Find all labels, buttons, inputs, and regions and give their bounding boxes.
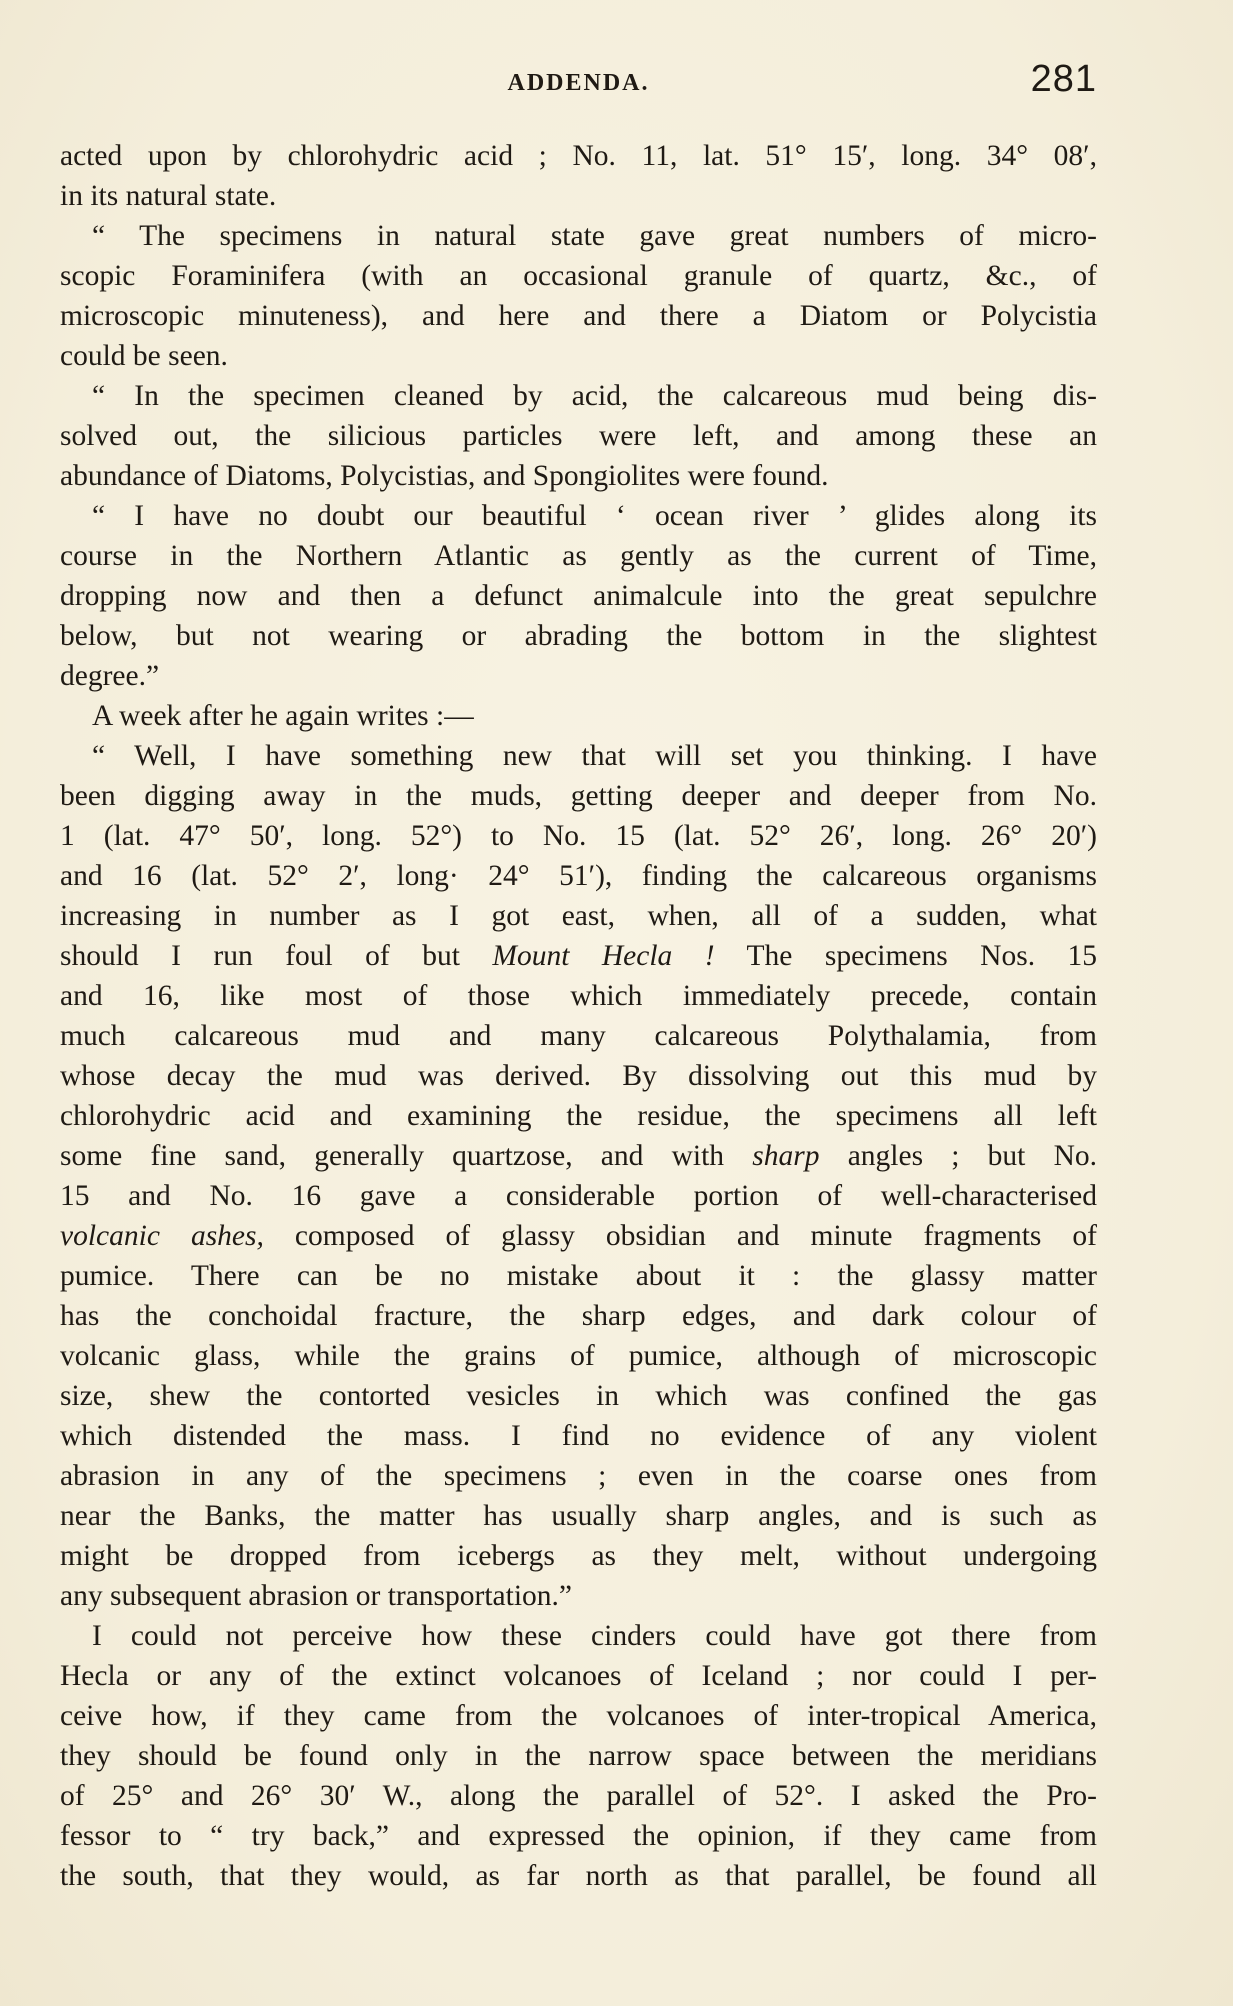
- body-text: [60, 136, 1097, 1896]
- text-line: 15 and No. 16 gave a considerable portion of well-characterised: [60, 1180, 1097, 1212]
- page-number: 281: [1030, 58, 1097, 100]
- text-segment: The specimens Nos. 15: [746, 940, 1098, 972]
- text-line: acted upon by chlorohydric acid ; No. 11, lat. 51° 15′, long. 34° 08′,: [60, 140, 1097, 172]
- text-line: microscopic minuteness), and here and there a Diatom or Polycistia: [60, 300, 1097, 332]
- running-head: ADDENDA.: [507, 70, 650, 96]
- text-line: which distended the mass. I find no evidence of any violent: [60, 1420, 1097, 1452]
- text-line: A week after he again writes :—: [92, 700, 474, 732]
- text-segment: should I run foul of but: [60, 940, 460, 972]
- text-line: whose decay the mud was derived. By dissolving out this mud by: [60, 1060, 1097, 1092]
- text-line: and 16, like most of those which immediately precede, contain: [60, 980, 1097, 1012]
- text-line: they should be found only in the narrow space between the meridians: [60, 1740, 1097, 1772]
- text-line: 1 (lat. 47° 50′, long. 52°) to No. 15 (lat. 52° 26′, long. 26° 20′): [60, 820, 1097, 852]
- text-line: “ I have no doubt our beautiful ‘ ocean river ’ glides along its: [92, 500, 1097, 532]
- text-line: Hecla or any of the extinct volcanoes of Iceland ; nor could I per-: [60, 1660, 1097, 1692]
- text-line: any subsequent abrasion or transportation.”: [60, 1580, 573, 1612]
- text-line: course in the Northern Atlantic as gently as the current of Time,: [60, 540, 1097, 572]
- text-line: of 25° and 26° 30′ W., along the parallel of 52°. I asked the Pro-: [60, 1780, 1097, 1812]
- text-line: has the conchoidal fracture, the sharp edges, and dark colour of: [60, 1300, 1097, 1332]
- italic-phrase: Mount Hecla !: [492, 940, 715, 972]
- text-line: been digging away in the muds, getting deeper and deeper from No.: [60, 780, 1097, 812]
- text-line: the south, that they would, as far north as that parallel, be found all: [60, 1860, 1097, 1892]
- text-line: could be seen.: [60, 340, 228, 372]
- text-line: abrasion in any of the specimens ; even in the coarse ones from: [60, 1460, 1097, 1492]
- text-line: size, shew the contorted vesicles in which was confined the gas: [60, 1380, 1097, 1412]
- italic-phrase: volcanic ashes,: [60, 1220, 264, 1252]
- text-segment: angles ; but No.: [847, 1140, 1098, 1172]
- text-segment: composed of glassy obsidian and minute fragments of: [294, 1220, 1097, 1252]
- text-line: scopic Foraminifera (with an occasional granule of quartz, &c., of: [60, 260, 1097, 292]
- text-line: degree.”: [60, 660, 160, 692]
- text-line: fessor to “ try back,” and expressed the opinion, if they came from: [60, 1820, 1097, 1852]
- text-line: abundance of Diatoms, Polycistias, and Spongiolites were found.: [60, 460, 829, 492]
- text-line: ceive how, if they came from the volcanoes of inter-tropical America,: [60, 1700, 1097, 1732]
- italic-phrase: sharp: [752, 1140, 820, 1172]
- text-line: “ In the specimen cleaned by acid, the calcareous mud being dis-: [92, 380, 1097, 412]
- text-line: I could not perceive how these cinders could have got there from: [92, 1620, 1097, 1652]
- text-line-with-italic: [60, 936, 1097, 976]
- text-line: “ The specimens in natural state gave great numbers of micro-: [92, 220, 1097, 252]
- text-segment: some fine sand, generally quartzose, and with: [60, 1140, 725, 1172]
- text-line: solved out, the silicious particles were left, and among these an: [60, 420, 1097, 452]
- text-line: chlorohydric acid and examining the residue, the specimens all left: [60, 1100, 1097, 1132]
- text-line: pumice. There can be no mistake about it : the glassy matter: [60, 1260, 1097, 1292]
- text-line-with-italic: [60, 1216, 1097, 1256]
- text-line: in its natural state.: [60, 180, 277, 212]
- text-line: and 16 (lat. 52° 2′, long· 24° 51′), finding the calcareous organisms: [60, 860, 1097, 892]
- text-line: might be dropped from icebergs as they melt, without undergoing: [60, 1540, 1097, 1572]
- text-line: volcanic glass, while the grains of pumice, although of microscopic: [60, 1340, 1097, 1372]
- text-line: much calcareous mud and many calcareous Polythalamia, from: [60, 1020, 1097, 1052]
- text-line: below, but not wearing or abrading the bottom in the slightest: [60, 620, 1097, 652]
- page-header: [60, 58, 1097, 108]
- text-line: “ Well, I have something new that will set you thinking. I have: [92, 740, 1097, 772]
- text-line-with-italic: [60, 1136, 1097, 1176]
- text-line: increasing in number as I got east, when, all of a sudden, what: [60, 900, 1097, 932]
- text-line: near the Banks, the matter has usually sharp angles, and is such as: [60, 1500, 1097, 1532]
- text-line: dropping now and then a defunct animalcule into the great sepulchre: [60, 580, 1097, 612]
